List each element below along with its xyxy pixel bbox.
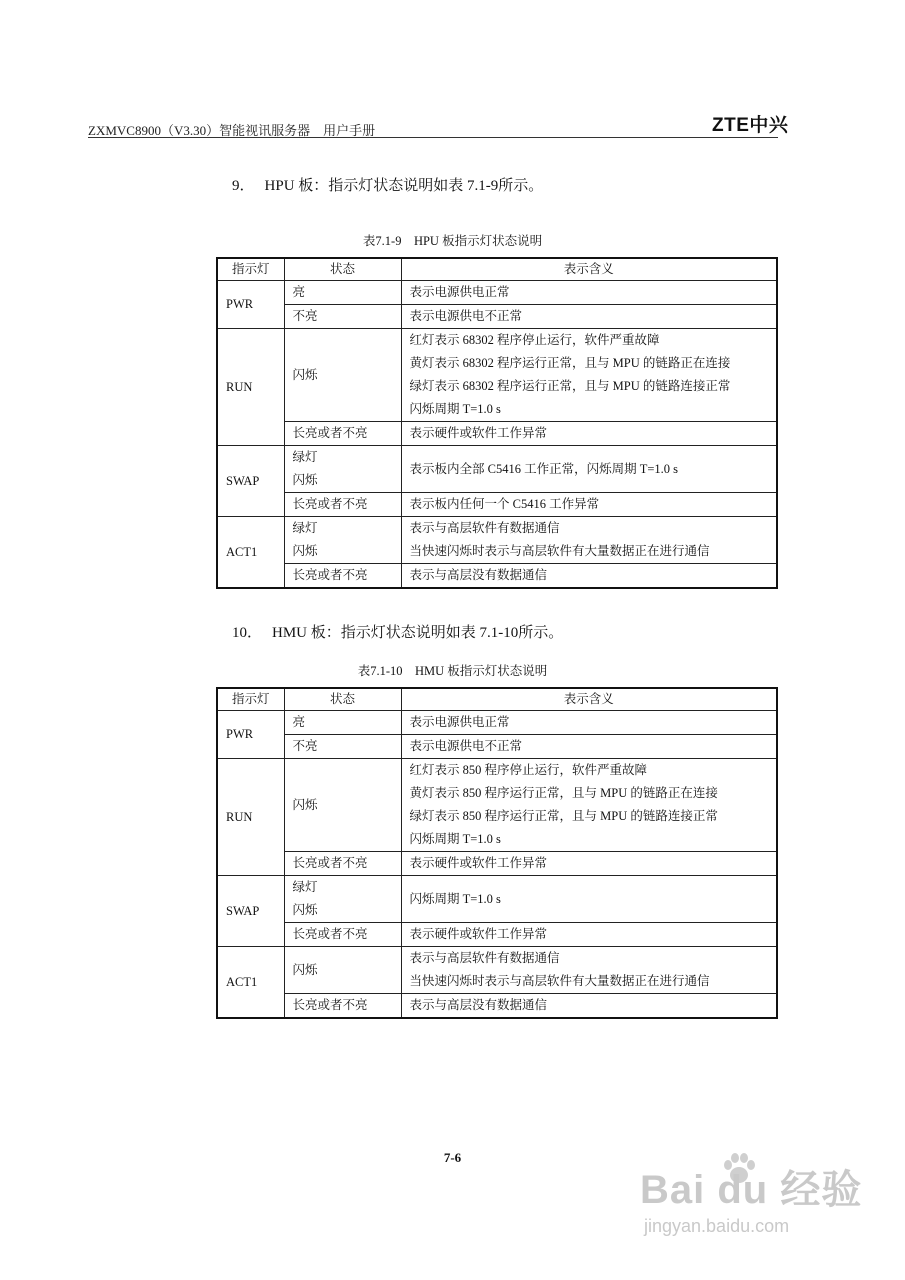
table-row [217,735,777,759]
table-row [217,564,777,589]
column-header-indicator: 指示灯 [217,258,284,281]
column-header-state: 状态 [284,258,401,281]
indicator-name: RUN [217,329,284,446]
table-row [217,329,777,422]
section-text: HMU 板：指示灯状态说明如表 7.1-10所示。 [272,625,564,641]
meaning-line: 当快速闪烁时表示与高层软件有大量数据正在进行通信 [409,974,710,988]
indicator-name: SWAP [217,876,284,947]
meaning-cell: 表示硬件或软件工作异常 [401,422,777,446]
state-cell [284,446,401,493]
state-cell: 长亮或者不亮 [284,923,401,947]
table-caption-hpu: 表7.1-9 HPU 板指示灯状态说明 [362,234,543,248]
meaning-cell: 表示电源供电正常 [401,711,777,735]
state-cell: 不亮 [284,735,401,759]
state-cell [284,517,401,564]
column-header-meaning: 表示含义 [401,258,777,281]
meaning-line: 绿灯表示 850 程序运行正常，且与 MPU 的链路连接正常 [409,809,718,823]
table-row [217,876,777,923]
table-row [217,947,777,994]
state-cell: 闪烁 [284,947,401,994]
meaning-line: 黄灯表示 68302 程序运行正常，且与 MPU 的链路正在连接 [409,356,731,370]
indicator-name: SWAP [217,446,284,517]
meaning-line: 闪烁周期 T=1.0 s [409,402,501,416]
meaning-cell: 闪烁周期 T=1.0 s [401,876,777,923]
column-header-state: 状态 [284,688,401,711]
table-row [217,517,777,564]
table-row [217,759,777,852]
state-line: 闪烁 [292,473,318,487]
header-divider [88,137,778,138]
indicator-name: ACT1 [217,947,284,1019]
meaning-line: 红灯表示 850 程序停止运行，软件严重故障 [409,763,648,777]
table-row [217,446,777,493]
meaning-cell: 表示与高层没有数据通信 [401,564,777,589]
state-cell: 长亮或者不亮 [284,493,401,517]
state-cell: 长亮或者不亮 [284,852,401,876]
table-row [217,493,777,517]
section-number: 10． [232,625,263,641]
state-cell: 长亮或者不亮 [284,994,401,1019]
hmu-status-table [216,687,778,1019]
table-row [217,923,777,947]
meaning-cell [401,517,777,564]
meaning-line: 绿灯表示 68302 程序运行正常，且与 MPU 的链路连接正常 [409,379,731,393]
indicator-name: PWR [217,711,284,759]
section-heading-hpu [232,174,543,195]
meaning-line: 表示与高层软件有数据通信 [409,951,560,965]
state-line: 闪烁 [292,544,318,558]
document-header-title: ZXMVC8900（V3.30）智能视讯服务器 用户手册 [88,123,376,138]
table-row [217,422,777,446]
meaning-cell: 表示硬件或软件工作异常 [401,852,777,876]
hpu-status-table [216,257,778,589]
meaning-cell [401,947,777,994]
table-row [217,281,777,305]
state-cell: 闪烁 [284,329,401,422]
meaning-cell: 表示硬件或软件工作异常 [401,923,777,947]
meaning-line: 当快速闪烁时表示与高层软件有大量数据正在进行通信 [409,544,710,558]
state-cell: 闪烁 [284,759,401,852]
table-row [217,994,777,1019]
meaning-line: 黄灯表示 850 程序运行正常，且与 MPU 的链路正在连接 [409,786,718,800]
indicator-name: ACT1 [217,517,284,589]
column-header-meaning: 表示含义 [401,688,777,711]
table-caption-hmu: 表7.1-10 HMU 板指示灯状态说明 [357,664,548,678]
table-header-row [217,258,777,281]
state-line: 绿灯 [292,880,318,894]
state-cell: 长亮或者不亮 [284,422,401,446]
state-cell [284,876,401,923]
state-cell: 亮 [284,711,401,735]
state-cell: 亮 [284,281,401,305]
meaning-line: 表示与高层软件有数据通信 [409,521,560,535]
section-text: HPU 板：指示灯状态说明如表 7.1-9所示。 [264,178,544,194]
page-number: 7-6 [443,1150,462,1165]
table-row [217,711,777,735]
table-row [217,852,777,876]
meaning-cell: 表示电源供电不正常 [401,735,777,759]
zte-logo: ZTE中兴 [712,115,789,136]
meaning-cell: 表示电源供电不正常 [401,305,777,329]
state-cell: 不亮 [284,305,401,329]
state-line: 绿灯 [292,450,318,464]
meaning-cell: 表示电源供电正常 [401,281,777,305]
meaning-cell: 表示板内全部 C5416 工作正常，闪烁周期 T=1.0 s [401,446,777,493]
state-cell: 长亮或者不亮 [284,564,401,589]
table-header-row [217,688,777,711]
watermark-url-text: jingyan.baidu.com [644,1216,790,1236]
meaning-cell: 表示与高层没有数据通信 [401,994,777,1019]
baidu-jingyan-watermark [640,1158,870,1248]
meaning-line: 闪烁周期 T=1.0 s [409,832,501,846]
state-line: 闪烁 [292,903,318,917]
table-row [217,305,777,329]
watermark-main-text: Bai du 经验 [640,1168,863,1212]
meaning-cell: 表示板内任何一个 C5416 工作异常 [401,493,777,517]
section-heading-hmu [232,621,563,642]
meaning-cell [401,329,777,422]
state-line: 绿灯 [292,521,318,535]
indicator-name: PWR [217,281,284,329]
indicator-name: RUN [217,759,284,876]
section-number: 9． [232,178,255,194]
meaning-line: 红灯表示 68302 程序停止运行，软件严重故障 [409,333,660,347]
meaning-cell [401,759,777,852]
column-header-indicator: 指示灯 [217,688,284,711]
